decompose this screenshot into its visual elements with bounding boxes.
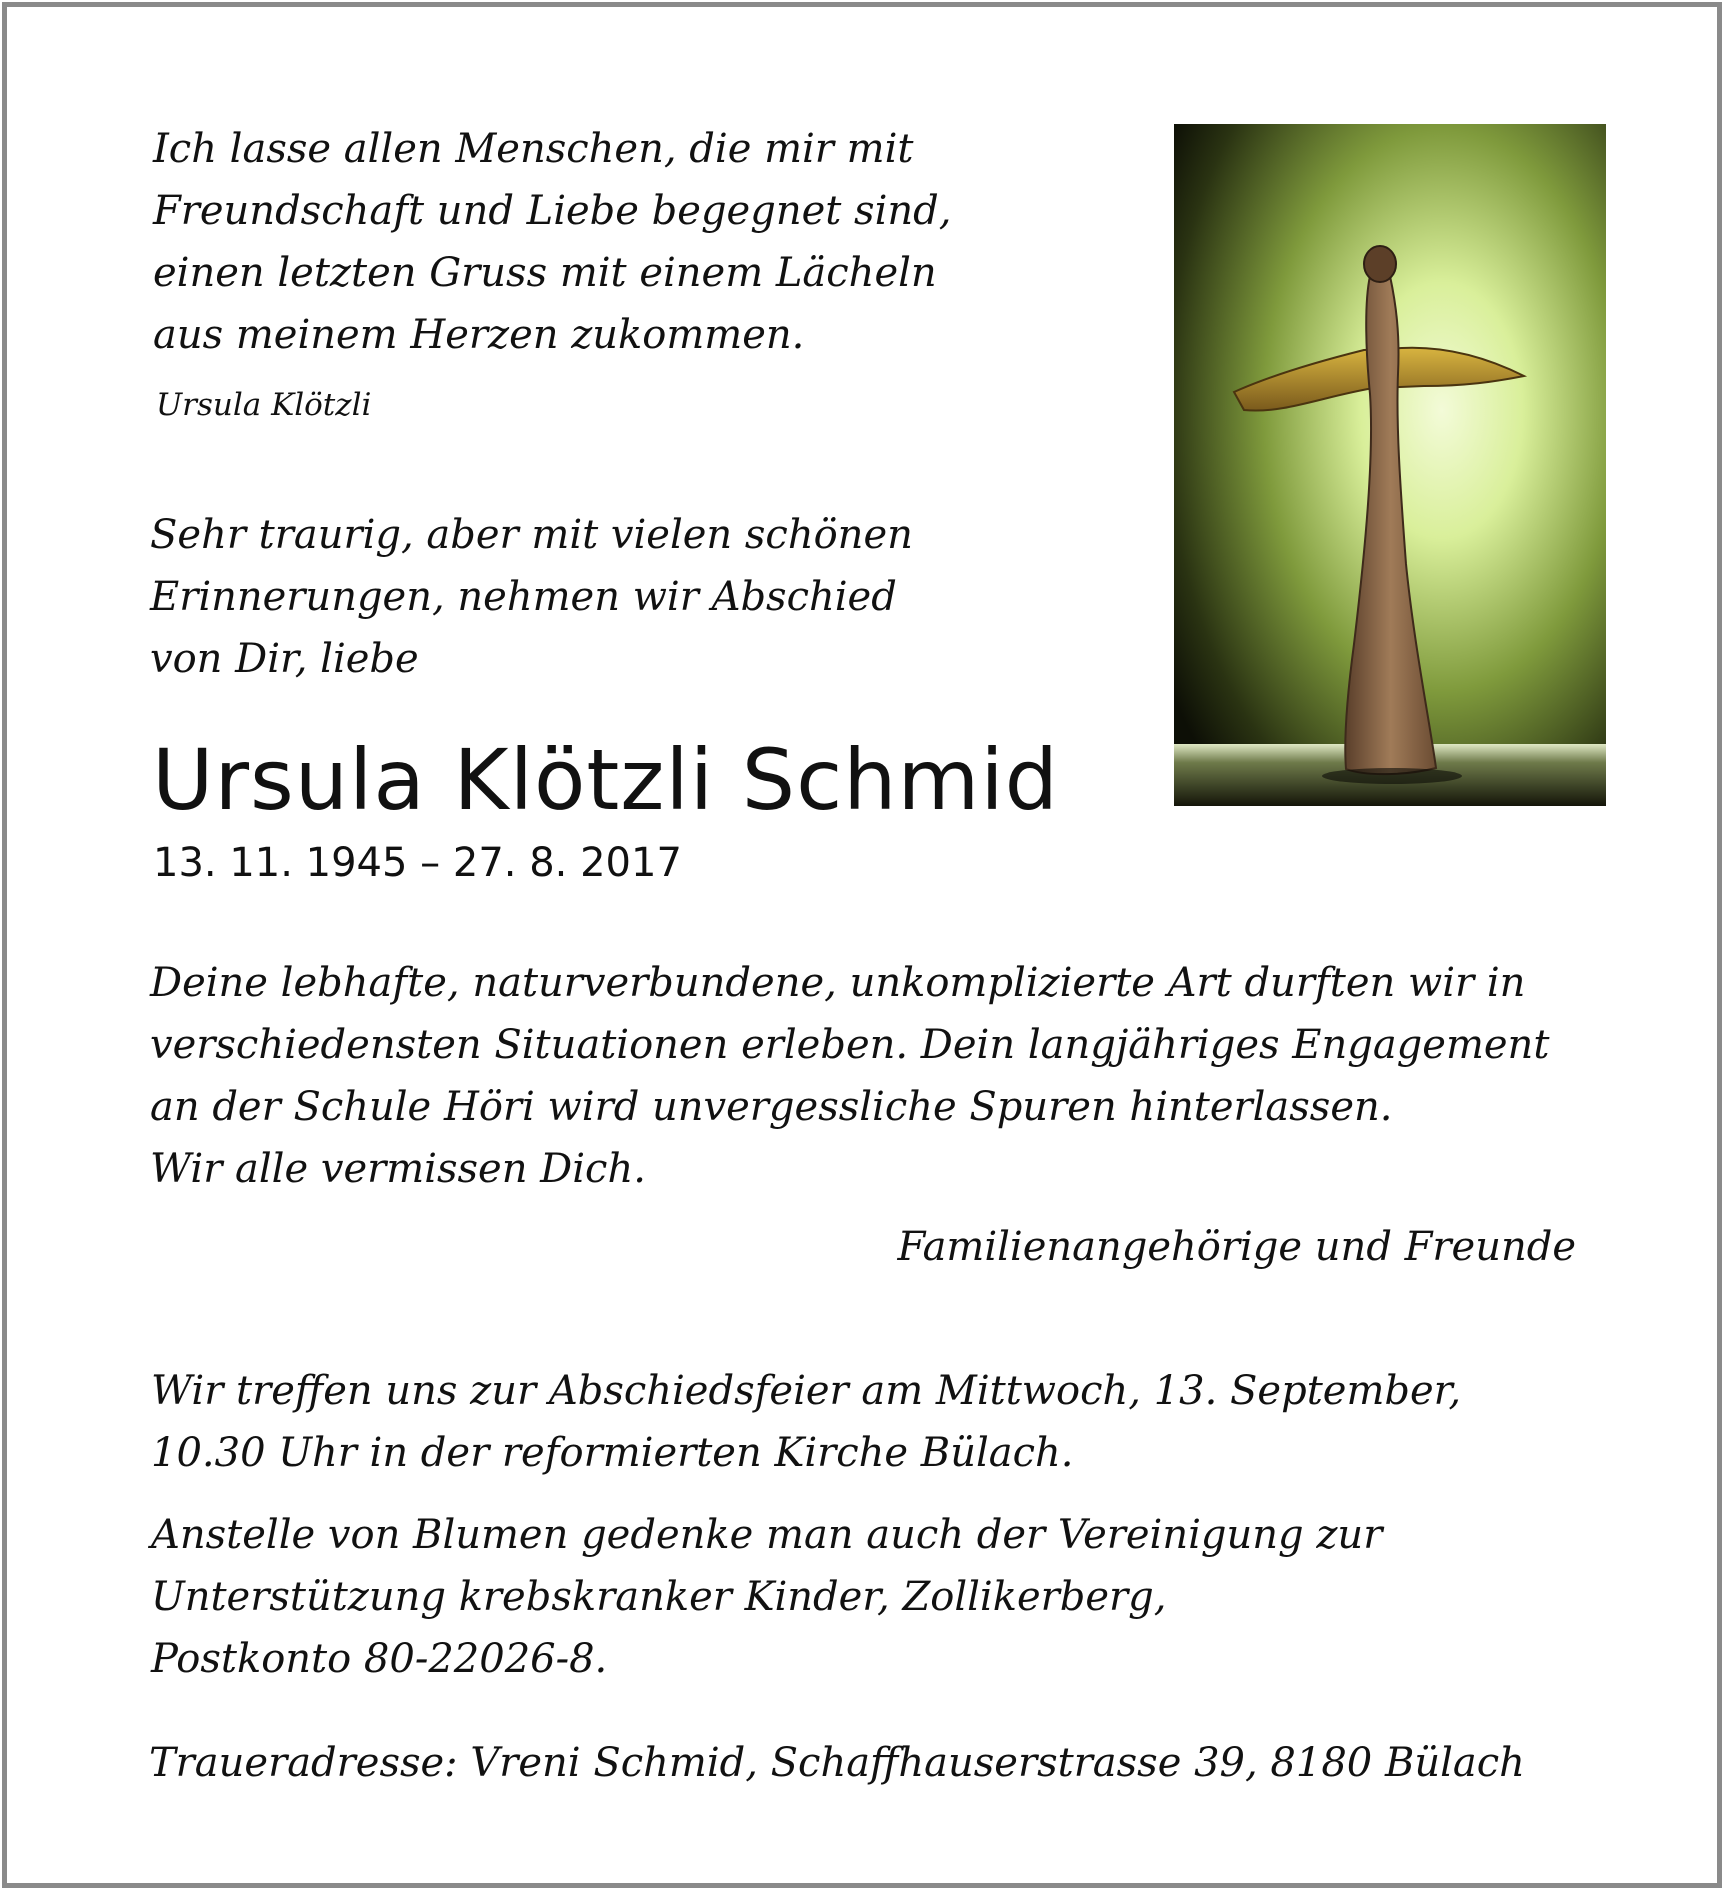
- tribute-line: verschiedensten Situationen erleben. Dein langjähriges Engagement: [150, 1022, 1550, 1068]
- quote-line: Ich lasse allen Menschen, die mir mit: [153, 126, 914, 172]
- tribute-signature: Familienangehörige und Freunde: [897, 1224, 1576, 1270]
- donation-text: [151, 1504, 1382, 1690]
- intro-line: Erinnerungen, nehmen wir Abschied: [150, 574, 897, 620]
- quote-line: Freundschaft und Liebe begegnet sind,: [153, 188, 952, 234]
- quote-line: aus meinem Herzen zukommen.: [153, 312, 805, 358]
- tribute-line: an der Schule Höri wird unvergessliche Spuren hinterlassen.: [150, 1084, 1393, 1130]
- donation-line: Postkonto 80-22026-8.: [151, 1636, 608, 1682]
- tribute-line: Wir alle vermissen Dich.: [150, 1146, 646, 1192]
- deceased-name: Ursula Klötzli Schmid: [152, 731, 1059, 829]
- mourning-address: Traueradresse: Vreni Schmid, Schaffhauserstrasse 39, 8180 Bülach: [149, 1740, 1525, 1786]
- quote-line: einen letzten Gruss mit einem Lächeln: [153, 250, 937, 296]
- donation-line: Unterstützung krebskranker Kinder, Zollikerberg,: [151, 1574, 1167, 1620]
- deceased-dates: 13. 11. 1945 – 27. 8. 2017: [153, 840, 682, 886]
- quote-author: Ursula Klötzli: [156, 387, 372, 423]
- angel-sculpture-image: [1174, 124, 1606, 806]
- tribute-text: [150, 952, 1549, 1200]
- ceremony-line: 10.30 Uhr in der reformierten Kirche Bülach.: [151, 1430, 1074, 1476]
- intro-line: von Dir, liebe: [150, 636, 419, 682]
- tribute-line: Deine lebhafte, naturverbundene, unkomplizierte Art durften wir in: [150, 960, 1526, 1006]
- ceremony-line: Wir treffen uns zur Abschiedsfeier am Mittwoch, 13. September,: [151, 1368, 1462, 1414]
- ceremony-text: [151, 1360, 1461, 1484]
- intro-line: Sehr traurig, aber mit vielen schönen: [150, 512, 913, 558]
- angel-sculpture-photo: [1174, 124, 1606, 806]
- intro-text: [150, 504, 913, 690]
- donation-line: Anstelle von Blumen gedenke man auch der Vereinigung zur: [151, 1512, 1383, 1558]
- quote-text: [153, 118, 951, 366]
